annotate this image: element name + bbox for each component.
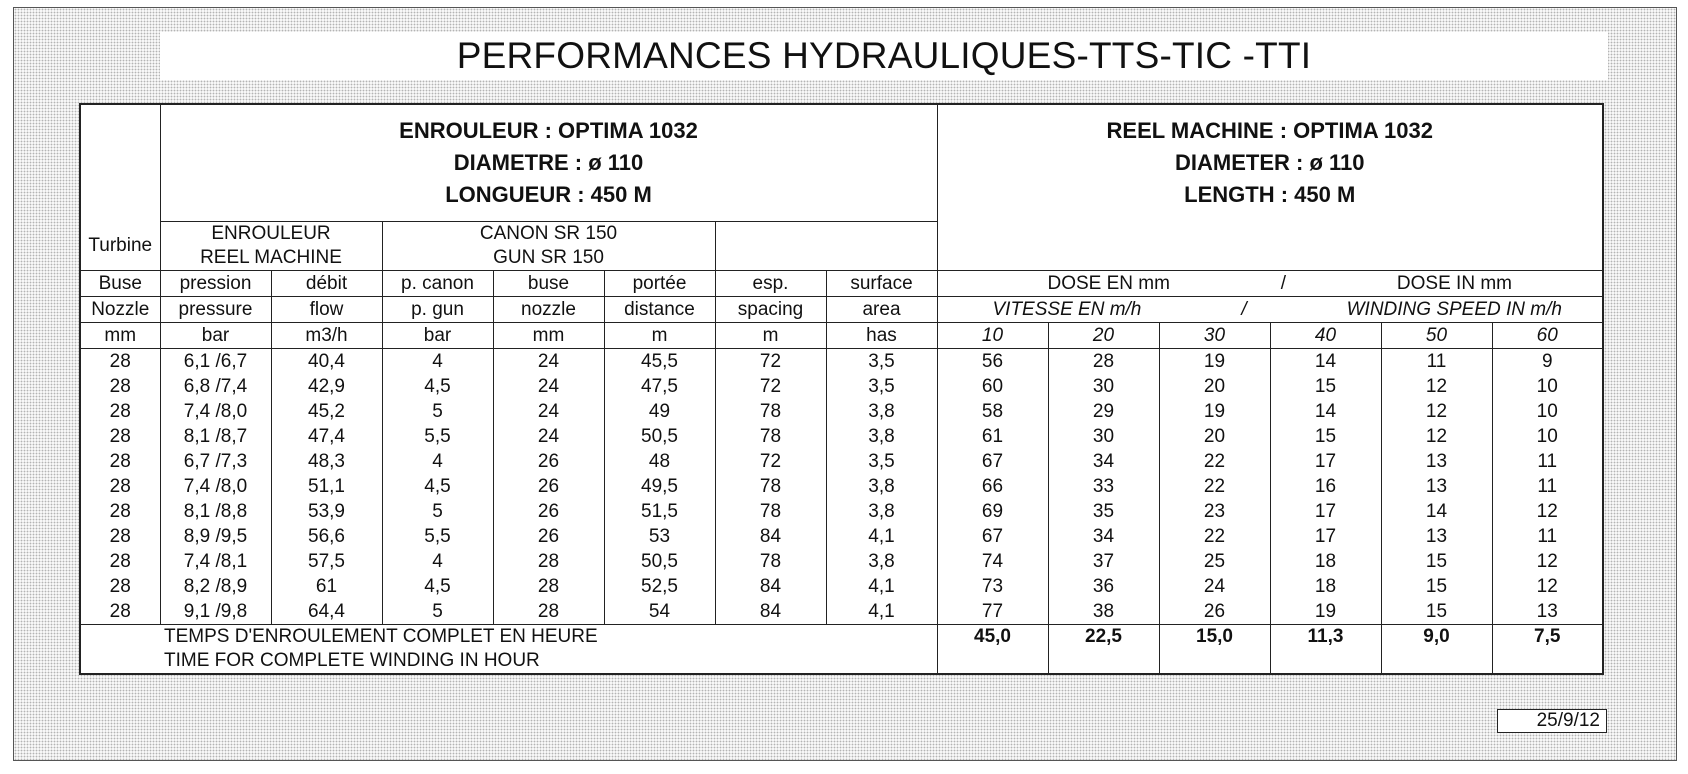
table-cell: 78 [715,424,826,449]
corner-cell [80,104,160,222]
table-cell: 12 [1492,499,1603,524]
table-cell: 77 [937,599,1048,625]
table-cell: 67 [937,524,1048,549]
table-cell: 15 [1270,424,1381,449]
table-cell: 5 [382,599,493,625]
table-cell: 8,1 /8,7 [160,424,271,449]
table-cell: 11 [1381,349,1492,375]
table-cell: 53,9 [271,499,382,524]
table-cell: 24 [1159,574,1270,599]
winding-time-value: 15,0 [1159,625,1270,675]
header-fr-line2: DIAMETRE : ø 110 [453,150,644,175]
table-cell: 53 [604,524,715,549]
table-cell: 66 [937,474,1048,499]
table-cell: 73 [937,574,1048,599]
table-cell: 24 [493,399,604,424]
table-cell: 48,3 [271,449,382,474]
table-cell: 20 [1159,424,1270,449]
table-cell: 47,5 [604,374,715,399]
gun-group-en: GUN SR 150 [493,247,604,268]
col-en-header: area [826,297,937,323]
table-cell: 15 [1381,599,1492,625]
table-cell: 14 [1270,399,1381,424]
table-cell: 51,5 [604,499,715,524]
unit-cell: has [826,323,937,349]
table-cell: 19 [1159,349,1270,375]
table-cell: 28 [80,499,160,524]
header-en-line2: DIAMETER : ø 110 [1175,149,1365,175]
unit-cell: bar [382,323,493,349]
table-cell: 36 [1048,574,1159,599]
col-en-header: nozzle [493,297,604,323]
col-en-header: Nozzle [80,297,160,323]
table-cell: 3,5 [826,374,937,399]
table-cell: 61 [937,424,1048,449]
table-cell: 45,2 [271,399,382,424]
speed-value: 20 [1048,323,1159,349]
table-cell: 56,6 [271,524,382,549]
table-cell: 78 [715,549,826,574]
header-fr-line3: LONGUEUR : 450 M [445,182,652,207]
table-cell: 22 [1159,474,1270,499]
speed-value: 50 [1381,323,1492,349]
table-cell: 5 [382,399,493,424]
table-cell: 12 [1492,549,1603,574]
table-row [80,449,1603,474]
table-cell: 84 [715,599,826,625]
unit-cell: mm [493,323,604,349]
speed-en: WINDING SPEED IN m/h [1346,298,1562,320]
table-cell: 29 [1048,399,1159,424]
table-cell: 58 [937,399,1048,424]
table-cell: 61 [271,574,382,599]
table-cell: 24 [493,374,604,399]
winding-time-value: 9,0 [1381,625,1492,675]
table-cell: 17 [1270,499,1381,524]
table-cell: 42,9 [271,374,382,399]
gun-group-header [382,222,715,271]
table-cell: 17 [1270,524,1381,549]
table-cell: 3,5 [826,449,937,474]
table-cell: 72 [715,349,826,375]
table-cell: 22 [1159,524,1270,549]
reel-group-en: REEL MACHINE [200,247,342,268]
table-cell: 17 [1270,449,1381,474]
table-cell: 13 [1492,599,1603,625]
table-cell: 4 [382,449,493,474]
table-cell: 19 [1159,399,1270,424]
table-row [80,474,1603,499]
table-cell: 33 [1048,474,1159,499]
table-cell: 8,2 /8,9 [160,574,271,599]
dose-fr: DOSE EN mm [1047,272,1170,294]
table-cell: 40,4 [271,349,382,375]
table-cell: 26 [493,524,604,549]
table-cell: 45,5 [604,349,715,375]
winding-time-en: TIME FOR COMPLETE WINDING IN HOUR [164,650,540,671]
col-en-header: pressure [160,297,271,323]
table-cell: 35 [1048,499,1159,524]
table-cell: 4,1 [826,599,937,625]
col-en-header: distance [604,297,715,323]
data-rows [80,349,1603,625]
col-fr-header: débit [271,271,382,297]
table-cell: 54 [604,599,715,625]
reel-group-fr: ENROULEUR [211,223,331,244]
table-cell: 12 [1381,424,1492,449]
table-cell: 24 [493,349,604,375]
table-cell: 10 [1492,399,1603,424]
col-fr-header: p. canon [382,271,493,297]
table-cell: 7,4 /8,1 [160,549,271,574]
table-cell: 3,8 [826,424,937,449]
unit-cell: m3/h [271,323,382,349]
dose-header [937,271,1603,297]
table-cell: 3,8 [826,499,937,524]
header-en-line3: LENGTH : 450 M [1184,181,1356,207]
unit-cell: mm [80,323,160,349]
table-cell: 74 [937,549,1048,574]
table-cell: 72 [715,374,826,399]
table-cell: 11 [1492,474,1603,499]
table-cell: 9 [1492,349,1603,375]
table-cell: 4,5 [382,374,493,399]
table-cell: 12 [1492,574,1603,599]
col-en-header: spacing [715,297,826,323]
table-cell: 28 [80,599,160,625]
dose-en: DOSE IN mm [1396,272,1512,294]
speed-separator: / [1241,298,1247,320]
table-cell: 15 [1381,574,1492,599]
spacing-group-blank [715,222,937,271]
col-fr-header: surface [826,271,937,297]
table-cell: 28 [80,449,160,474]
table-cell: 26 [493,499,604,524]
speed-value: 30 [1159,323,1270,349]
header-en-line1: REEL MACHINE : OPTIMA 1032 [1106,117,1433,143]
table-cell: 25 [1159,549,1270,574]
table-cell: 26 [493,449,604,474]
winding-time-value: 11,3 [1270,625,1381,675]
header-fr-line1: ENROULEUR : OPTIMA 1032 [399,118,698,143]
speed-value: 60 [1492,323,1603,349]
table-cell: 6,1 /6,7 [160,349,271,375]
table-cell: 78 [715,499,826,524]
table-cell: 4 [382,349,493,375]
date-box: 25/9/12 [1497,709,1607,733]
table-cell: 11 [1492,449,1603,474]
table-cell: 57,5 [271,549,382,574]
table-cell: 10 [1492,374,1603,399]
table-cell: 28 [80,524,160,549]
table-cell: 28 [80,399,160,424]
table-cell: 37 [1048,549,1159,574]
table-cell: 3,8 [826,549,937,574]
table-cell: 28 [493,574,604,599]
table-cell: 22 [1159,449,1270,474]
table-cell: 9,1 /9,8 [160,599,271,625]
table-cell: 28 [80,424,160,449]
table-cell: 23 [1159,499,1270,524]
table-cell: 28 [80,374,160,399]
table-cell: 67 [937,449,1048,474]
table-cell: 48 [604,449,715,474]
col-fr-header: Buse [80,271,160,297]
table-cell: 7,4 /8,0 [160,399,271,424]
table-cell: 4,5 [382,474,493,499]
winding-time-value: 45,0 [937,625,1048,675]
table-cell: 15 [1381,549,1492,574]
table-cell: 10 [1492,424,1603,449]
table-cell: 4,1 [826,524,937,549]
table-cell: 28 [80,574,160,599]
table-cell: 30 [1048,374,1159,399]
table-cell: 11 [1492,524,1603,549]
table-cell: 78 [715,399,826,424]
table-cell: 26 [1159,599,1270,625]
table-cell: 34 [1048,524,1159,549]
table-row [80,574,1603,599]
table-cell: 56 [937,349,1048,375]
table-cell: 12 [1381,374,1492,399]
unit-cell: m [604,323,715,349]
unit-cell: bar [160,323,271,349]
table-row [80,374,1603,399]
table-cell: 60 [937,374,1048,399]
table-cell: 5,5 [382,424,493,449]
table-cell: 3,8 [826,399,937,424]
col-fr-header: esp. [715,271,826,297]
table-row [80,524,1603,549]
col-en-header: flow [271,297,382,323]
table-cell: 49,5 [604,474,715,499]
table-cell: 28 [80,549,160,574]
table-row [80,399,1603,424]
table-cell: 64,4 [271,599,382,625]
table-cell: 6,7 /7,3 [160,449,271,474]
table-cell: 13 [1381,524,1492,549]
table-cell: 24 [493,424,604,449]
table-row [80,499,1603,524]
winding-time-value: 22,5 [1048,625,1159,675]
table-cell: 16 [1270,474,1381,499]
speed-header [937,297,1603,323]
table-cell: 51,1 [271,474,382,499]
table-cell: 38 [1048,599,1159,625]
table-row [80,599,1603,625]
unit-cell: m [715,323,826,349]
table-cell: 69 [937,499,1048,524]
table-row [80,424,1603,449]
dose-separator: / [1280,272,1287,294]
col-fr-header: portée [604,271,715,297]
table-cell: 84 [715,574,826,599]
table-cell: 4,1 [826,574,937,599]
performance-table [79,103,1604,675]
table-cell: 14 [1381,499,1492,524]
table-cell: 20 [1159,374,1270,399]
table-cell: 8,1 /8,8 [160,499,271,524]
table-cell: 4 [382,549,493,574]
turbine-label: Turbine [80,222,160,271]
table-cell: 78 [715,474,826,499]
table-cell: 18 [1270,574,1381,599]
table-cell: 3,8 [826,474,937,499]
table-cell: 28 [80,474,160,499]
table-cell: 19 [1270,599,1381,625]
winding-time-value: 7,5 [1492,625,1603,675]
page-title: PERFORMANCES HYDRAULIQUES-TTS-TIC -TTI [456,35,1312,76]
table-cell: 52,5 [604,574,715,599]
table-cell: 5 [382,499,493,524]
table-cell: 49 [604,399,715,424]
col-en-header: p. gun [382,297,493,323]
table-cell: 28 [80,349,160,375]
table-cell: 4,5 [382,574,493,599]
table-cell: 50,5 [604,424,715,449]
table-cell: 3,5 [826,349,937,375]
table-cell: 47,4 [271,424,382,449]
table-cell: 50,5 [604,549,715,574]
speed-value: 40 [1270,323,1381,349]
header-en [937,104,1603,271]
table-cell: 28 [493,599,604,625]
winding-time-fr: TEMPS D'ENROULEMENT COMPLET EN HEURE [164,626,598,647]
table-cell: 30 [1048,424,1159,449]
table-cell: 28 [493,549,604,574]
table-cell: 84 [715,524,826,549]
table-cell: 15 [1270,374,1381,399]
speed-fr: VITESSE EN m/h [992,298,1142,320]
col-fr-header: buse [493,271,604,297]
header-fr [160,104,937,222]
table-cell: 13 [1381,474,1492,499]
table-cell: 72 [715,449,826,474]
table-cell: 12 [1381,399,1492,424]
reel-group-header [160,222,382,271]
table-cell: 13 [1381,449,1492,474]
speed-value: 10 [937,323,1048,349]
col-fr-header: pression [160,271,271,297]
table-row [80,349,1603,375]
table-cell: 26 [493,474,604,499]
table-row [80,549,1603,574]
winding-time-label [80,625,937,675]
table-cell: 28 [1048,349,1159,375]
table-cell: 14 [1270,349,1381,375]
table-cell: 7,4 /8,0 [160,474,271,499]
table-cell: 34 [1048,449,1159,474]
table-cell: 8,9 /9,5 [160,524,271,549]
table-cell: 6,8 /7,4 [160,374,271,399]
table-cell: 5,5 [382,524,493,549]
table-cell: 18 [1270,549,1381,574]
gun-group-fr: CANON SR 150 [479,223,618,244]
